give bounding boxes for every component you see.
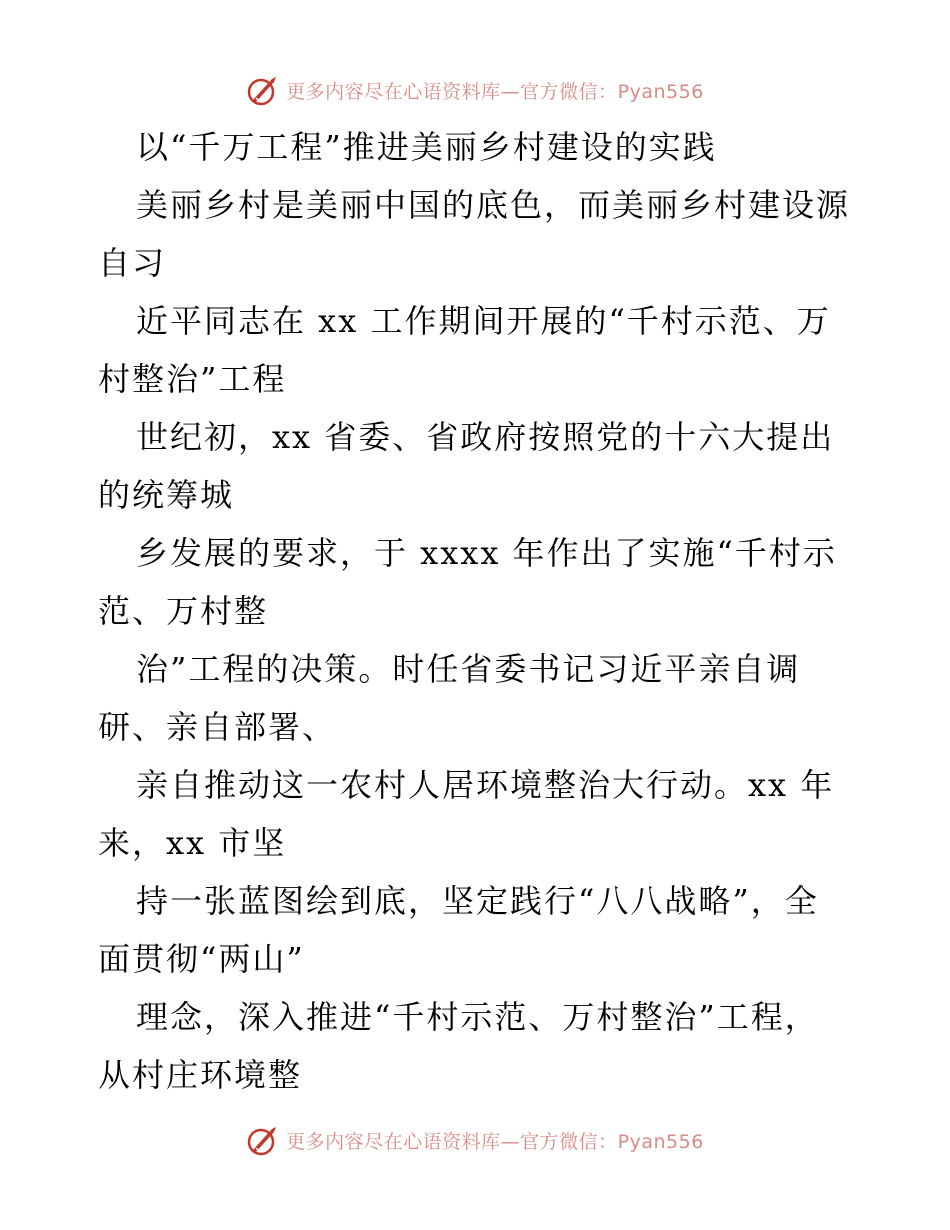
footer-watermark — [0, 1120, 950, 1160]
document-body — [98, 118, 858, 1104]
watermark-text: 更多内容尽在心语资料库—官方微信：Pyan556 — [286, 80, 704, 103]
watermark-text: 更多内容尽在心语资料库—官方微信：Pyan556 — [286, 1130, 704, 1153]
text-line: 亲自推动这一农村人居环境整治大行动。xx 年 — [136, 766, 835, 804]
quill-pen-logo-icon — [246, 73, 280, 107]
text-line: 村整治”工程 — [98, 360, 287, 398]
text-line: 的统筹城 — [98, 476, 235, 514]
header-watermark — [0, 70, 950, 110]
text-line: 持一张蓝图绘到底，坚定践行“八八战略”，全 — [136, 882, 819, 920]
text-line: 范、万村整 — [98, 592, 269, 630]
text-line: 乡发展的要求，于 xxxx 年作出了实施“千村示 — [136, 534, 837, 572]
text-line: 研、亲自部署、 — [98, 708, 337, 746]
text-line: 从村庄环境整 — [98, 1056, 303, 1094]
text-line: 治”工程的决策。时任省委书记习近平亲自调 — [136, 650, 801, 688]
document-title: 以“千万工程”推进美丽乡村建设的实践 — [136, 128, 717, 166]
quill-pen-logo-icon — [246, 1123, 280, 1157]
text-line: 面贯彻“两山” — [98, 940, 305, 978]
text-line: 近平同志在 xx 工作期间开展的“千村示范、万 — [136, 302, 831, 340]
text-line: 世纪初，xx 省委、省政府按照党的十六大提出 — [136, 418, 835, 456]
text-line: 理念，深入推进“千村示范、万村整治”工程， — [136, 998, 819, 1036]
text-line: 来，xx 市坚 — [98, 824, 287, 862]
text-line: 自习 — [98, 244, 167, 282]
text-line: 美丽乡村是美丽中国的底色，而美丽乡村建设源 — [136, 186, 851, 224]
